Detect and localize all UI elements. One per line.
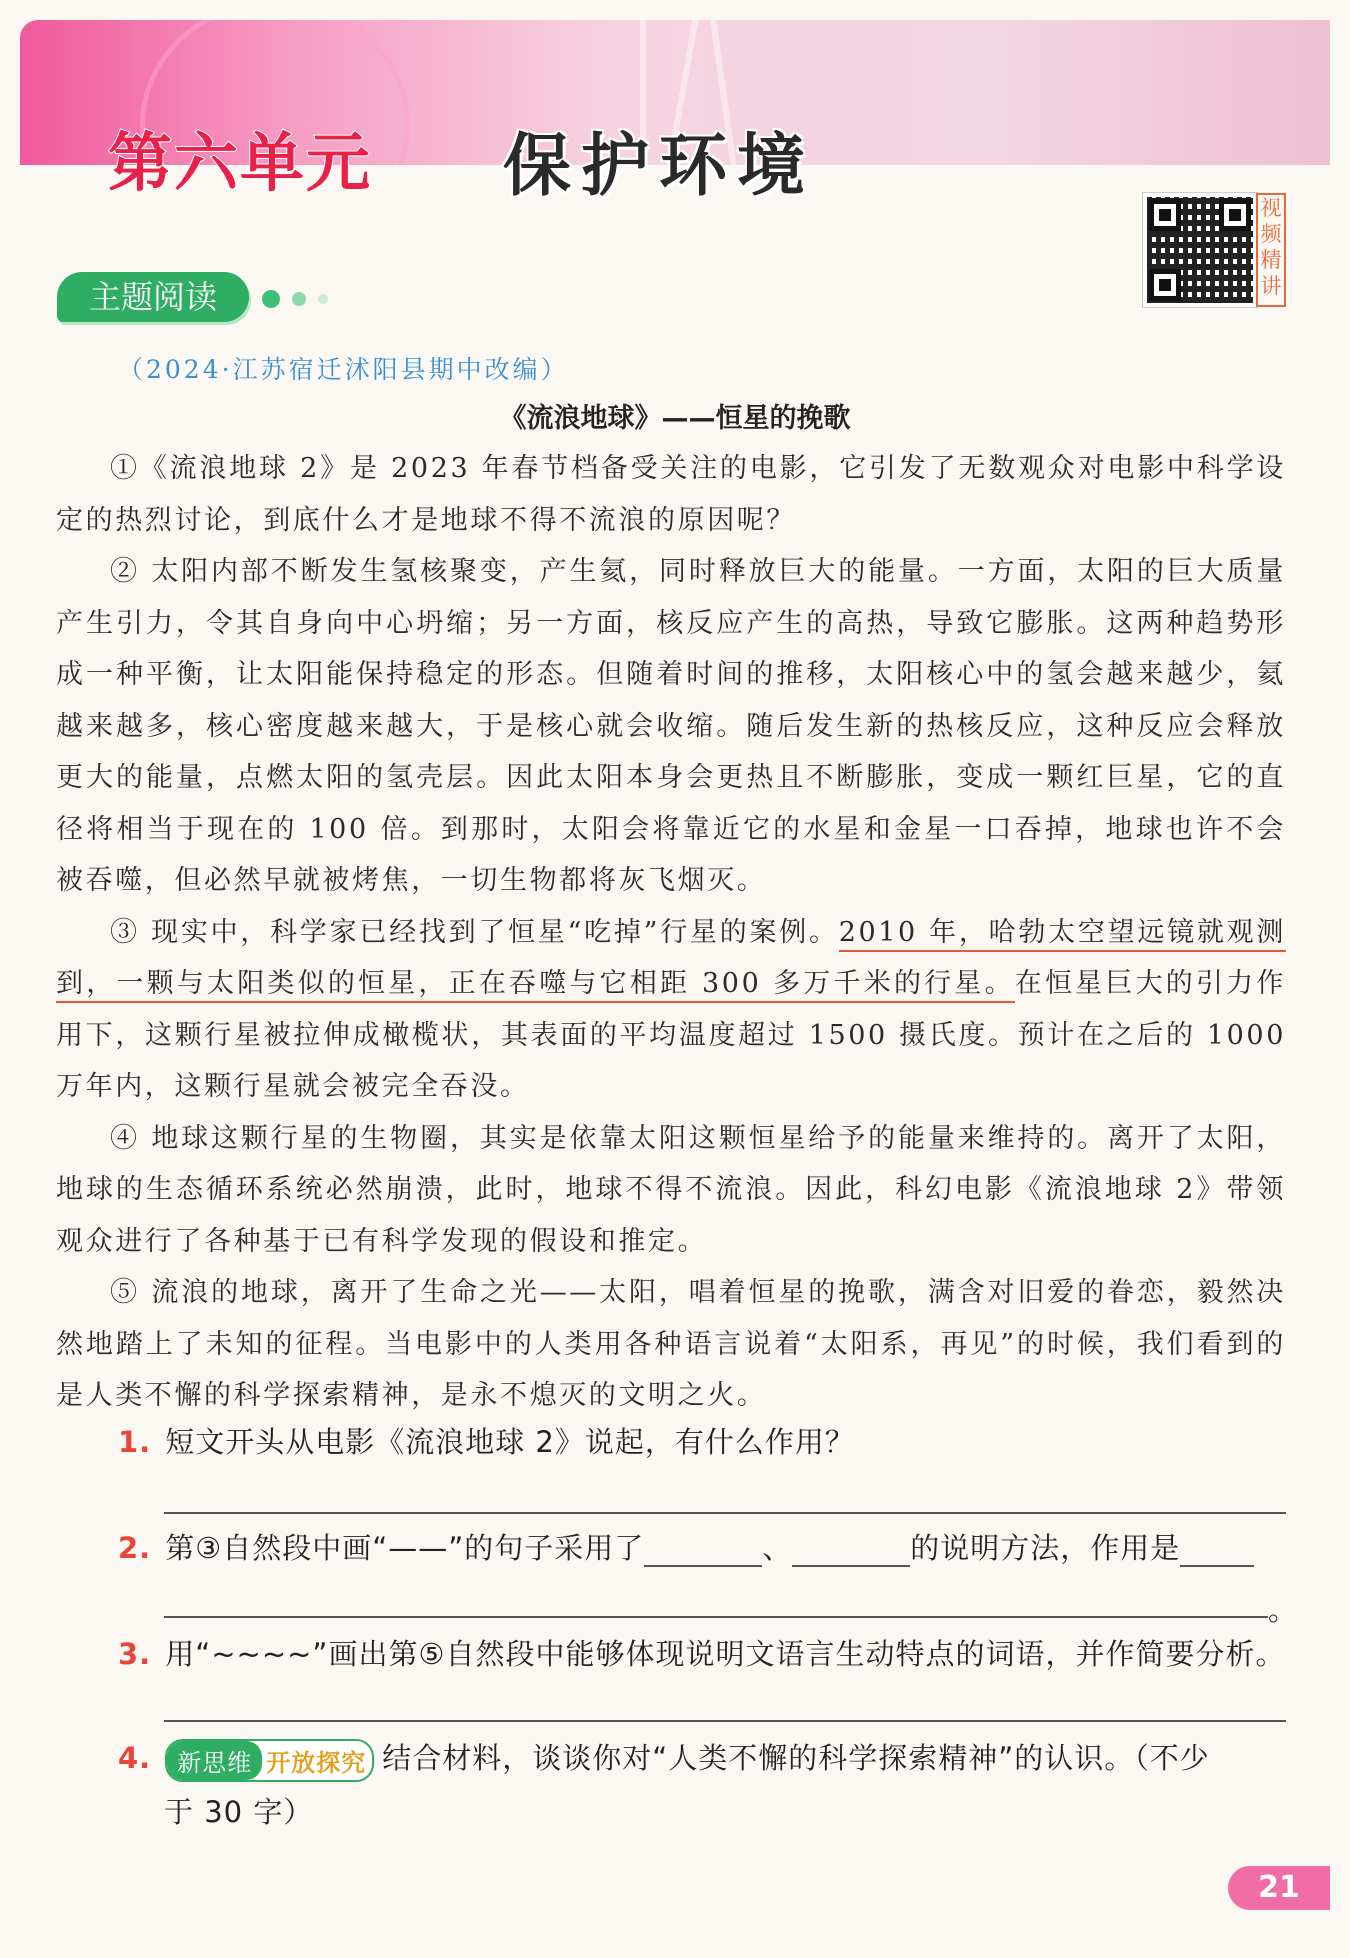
- paragraph-3-start: ③ 现实中，科学家已经找到了恒星“吃掉”行星的案例。: [110, 916, 839, 948]
- article-body: [56, 443, 1286, 1422]
- question-text: 结合材料，谈谈你对“人类不懈的科学探索精神”的认识。（不少: [382, 1741, 1210, 1775]
- question-3: [118, 1632, 1285, 1673]
- dot-icon: [262, 290, 280, 308]
- article-title: 《流浪地球》——恒星的挽歌: [499, 403, 851, 434]
- unit-theme: 保护环境: [503, 127, 816, 206]
- question-number: 2.: [118, 1531, 152, 1565]
- section-badge: 主题阅读: [57, 272, 249, 322]
- paragraph-4: ④ 地球这颗行星的生物圈，其实是依靠太阳这颗恒星给予的能量来维持的。离开了太阳，地球的生态循环系统必然崩溃，此时，地球不得不流浪。因此，科幻电影《流浪地球 2》带领观众进行了各种基于已有科学发现的假设和推定。: [56, 1122, 1286, 1257]
- answer-blank[interactable]: [644, 1535, 762, 1567]
- source-note: （2024·江苏宿迁沭阳县期中改编）: [118, 355, 569, 384]
- question-4: [118, 1736, 1210, 1782]
- underlined-sentence: 2010 年，哈勃太空望远镜就观测到，一颗与太阳类似的恒星，正在吞噬与它相距 300 多万千米的行星。: [56, 917, 1286, 1004]
- question-1: [118, 1420, 855, 1461]
- question-4-continued: 于 30 字）: [164, 1795, 314, 1829]
- period-mark: 。: [1268, 1593, 1299, 1627]
- qr-code-icon[interactable]: [1143, 193, 1257, 307]
- question-number: 1.: [118, 1425, 152, 1459]
- paragraph-5: ⑤ 流浪的地球，离开了生命之光——太阳，唱着恒星的挽歌，满含对旧爱的眷恋，毅然决然地踏上了未知的征程。当电影中的人类用各种语言说着“太阳系，再见”的时候，我们看到的是人类不懈的科学探索精神，是永不熄灭的文明之火。: [56, 1277, 1286, 1411]
- unit-title: 第六单元: [108, 127, 372, 201]
- dot-icon: [292, 292, 306, 306]
- question-text: 的说明方法，作用是: [910, 1531, 1181, 1565]
- question-number: 3.: [118, 1637, 152, 1671]
- page-number: 21: [1228, 1866, 1330, 1910]
- answer-line[interactable]: [164, 1616, 1268, 1618]
- question-number: 4.: [118, 1741, 152, 1775]
- paragraph-3: [56, 907, 1286, 1113]
- paragraph-3-end: 在恒星巨大的引力作用下，这颗行星被拉伸成橄榄状，其表面的平均温度超过 1500 摄氏度。预计在之后的 1000 万年内，这颗行星就会被完全吞没。: [56, 968, 1286, 1102]
- dot-icon: [318, 294, 328, 304]
- answer-blank[interactable]: [1180, 1535, 1254, 1567]
- question-text: 用“~~~~”画出第⑤自然段中能够体现说明文语言生动特点的词语，并作简要分析。: [165, 1637, 1286, 1671]
- question-text: 第③自然段中画“——”的句子采用了: [165, 1531, 645, 1565]
- question-text: 短文开头从电影《流浪地球 2》说起，有什么作用？: [165, 1425, 855, 1459]
- answer-line[interactable]: [164, 1512, 1286, 1514]
- paragraph-1: ①《流浪地球 2》是 2023 年春节档备受关注的电影，它引发了无数观众对电影中科学设定的热烈讨论，到底什么才是地球不得不流浪的原因呢？: [56, 453, 1286, 536]
- separator: 、: [762, 1531, 793, 1565]
- answer-line[interactable]: [164, 1720, 1286, 1722]
- new-thinking-badge: 新思维 开放探究: [165, 1739, 374, 1782]
- answer-blank[interactable]: [792, 1535, 910, 1567]
- paragraph-2: ② 太阳内部不断发生氢核聚变，产生氦，同时释放巨大的能量。一方面，太阳的巨大质量产生引力，令其自身向中心坍缩；另一方面，核反应产生的高热，导致它膨胀。这两种趋势形成一种平衡，让太阳能保持稳定的形态。但随着时间的推移，太阳核心中的氢会越来越少，氦越来越多，核心密度越来越大，于是核心就会收缩。随后发生新的热核反应，这种反应会释放更大的能量，点燃太阳的氢壳层。因此太阳本身会更热且不断膨胀，变成一颗红巨星，它的直径将相当于现在的 100 倍。到那时，太阳会将靠近它的水星和金星一口吞掉，地球也许不会被吞噬，但必然早就被烤焦，一切生物都将灰飞烟灭。: [56, 556, 1286, 896]
- video-tag[interactable]: 视频精讲: [1256, 193, 1286, 307]
- question-2: [118, 1526, 1288, 1567]
